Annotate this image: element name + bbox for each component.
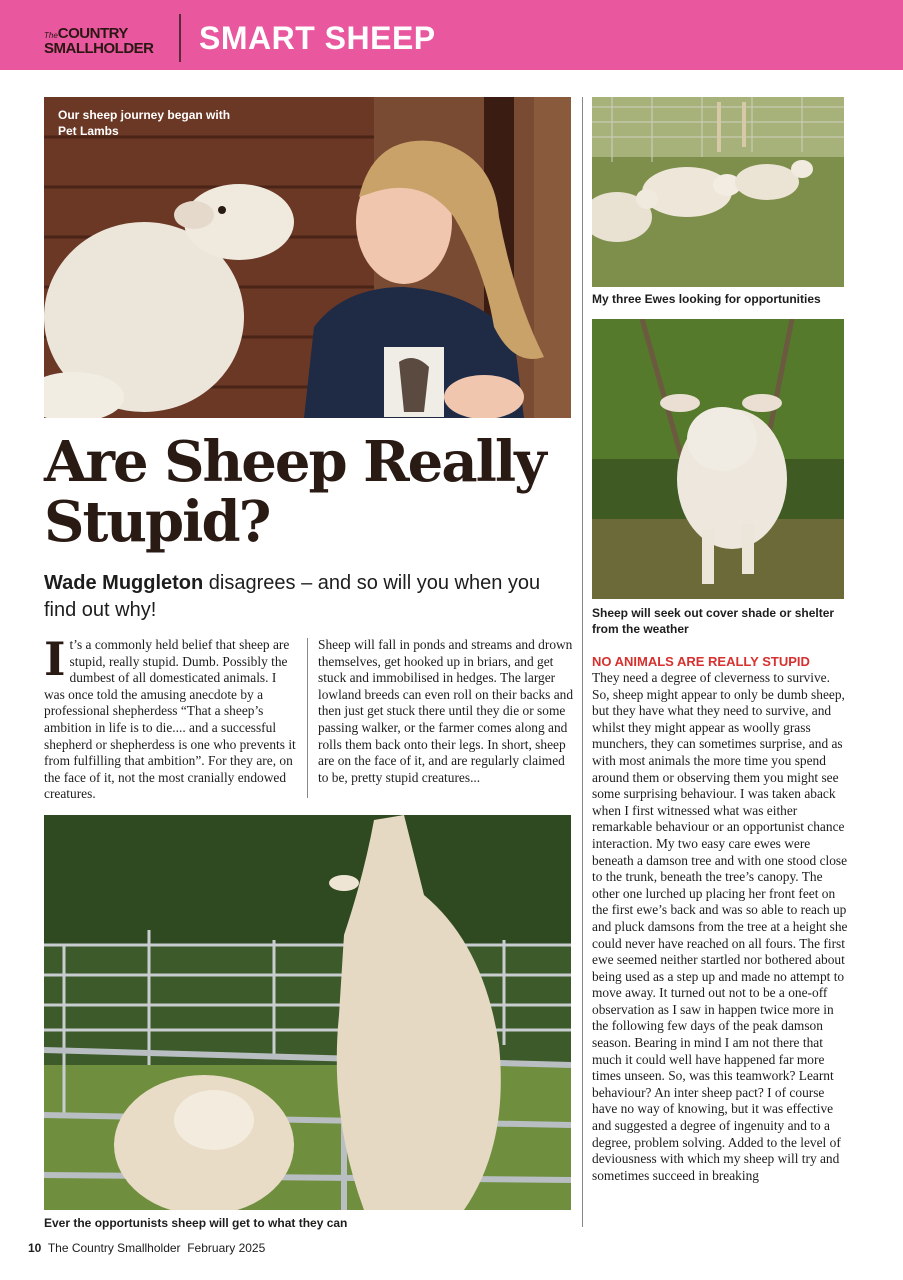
footer-magazine: The Country Smallholder <box>47 1241 181 1255</box>
lamb-photo-caption: Sheep will seek out cover shade or shelter from the weather <box>592 606 835 636</box>
body-column-3: They need a degree of cleverness to survive. So, sheep might appear to only be dumb sheep, but they have what they need to survive, and whilst they might appear as woolly grass munchers, they can sometimes surprise, and as with most animals the more time you spend around them or observing them you might see some surprising behaviour. I was taken aback when I first witnessed what was either remarkable behaviour or an opportunist chance interaction. My two easy care ewes were beneath a damson tree and with one stood close to the trunk, beneath the tree’s canopy. The other one lurched up placing her front feet on the first ewe’s back and was so able to reach up and pluck damsons from the tree at a height she could never have reached on all fours. The first ewe seemed neither startled nor bothered about being used as a step up and made no attempt to move away. It turned out not to be a one-off observation as I saw in happen twice more in the following few days of the peak damson season. Bearing in mind I am not there that much it could well have happened far more times unseen. So, was this teamwork? Learnt behaviour? An inter sheep pact? I of course have no way of knowing, but it was effective and suggested a degree of ingenuity and to a degree, problem solving. Added to the level of deviousness with which my sheep will try and sometimes succeed in breaking <box>592 670 848 1183</box>
main-photo-caption: Our sheep journey began with Pet Lambs <box>58 108 231 138</box>
column-divider <box>582 97 583 1227</box>
standfirst: Wade Muggleton disagrees – and so will you when you find out why! <box>44 572 541 621</box>
author-name: Wade Muggleton <box>44 572 204 594</box>
magazine-logo[interactable]: TheCOUNTRY SMALLHOLDER <box>44 25 154 57</box>
photo-girl-with-lamb <box>44 97 571 418</box>
article-title: Are Sheep Really Stupid? <box>44 429 545 555</box>
ewes-photo-caption: My three Ewes looking for opportunities <box>592 292 821 306</box>
photo-lamb-in-hedge <box>592 319 844 599</box>
column-divider-small <box>307 638 308 798</box>
subheading: NO ANIMALS ARE REALLY STUPID <box>592 654 810 669</box>
drop-cap: I <box>44 632 66 686</box>
page-footer <box>28 1241 265 1255</box>
body-column-2: Sheep will fall in ponds and streams and drown themselves, get hooked up in briars, and get stuck and immobilised in hedges. The larger lowland breeds can even roll on their backs and then just get stuck there until they die or some passing walker, or the farmer comes along and rolls them back onto their legs. In short, sheep are on the face of it, and are regularly claimed to be, pretty stupid creatures... <box>318 637 574 785</box>
header-band <box>0 0 903 70</box>
section-title: SMART SHEEP <box>199 20 436 56</box>
photo-sheep-reaching <box>44 815 571 1210</box>
bottom-photo-caption: Ever the opportunists sheep will get to what they can <box>44 1216 348 1230</box>
photo-three-ewes <box>592 97 844 287</box>
header-divider <box>179 14 181 62</box>
footer-issue: February 2025 <box>187 1241 266 1255</box>
body-column-1: It’s a commonly held belief that sheep are stupid, really stupid. Dumb. Possibly the dumbest of all domesticated animals. I was once told the amusing anecdote by a professional shepherdess “That a sheep’s ambition in life is to die.... and a successful shepherd or shepherdess is one who prevents it from fulfilling that ambition”. For they are, on the face of it, not the most cranially endowed creatures. <box>44 632 296 802</box>
page-number: 10 <box>28 1241 42 1255</box>
